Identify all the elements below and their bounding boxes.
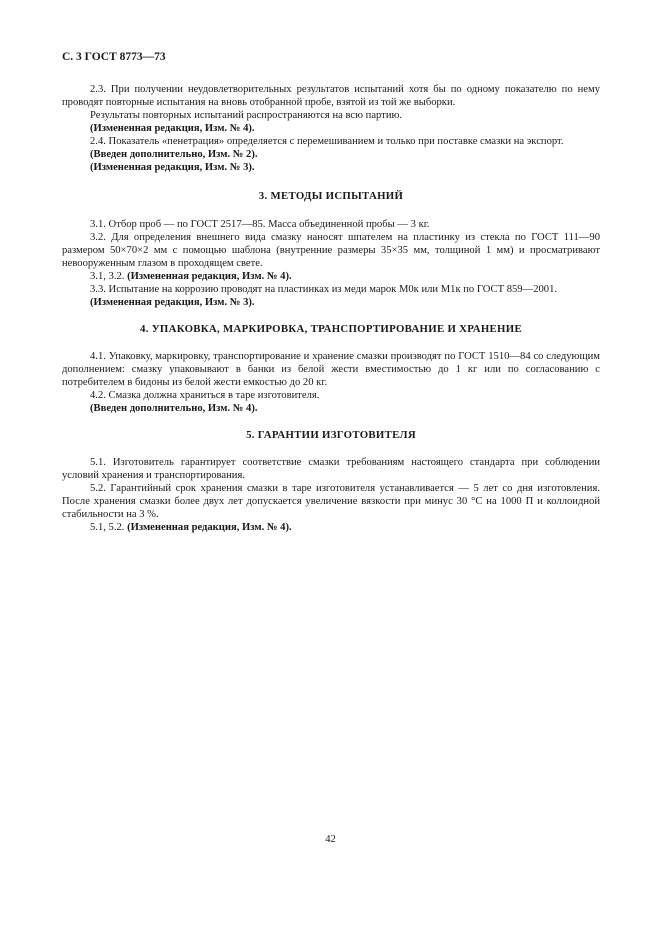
clause-5-2-text: 5.2. Гарантийный срок хранения смазки в таре изготовителя устанавливается — 5 лет со дня изготовления. После хранения смазки более двух лет допускается увеличение вязкости при минус 30 °С на 1000 П и коллоидной стабильности на 3 %. xyxy=(62,483,600,520)
amendment-note-3-3: (Измененная редакция, Изм. № 3). xyxy=(90,297,255,308)
section-5-heading: 5. ГАРАНТИИ ИЗГОТОВИТЕЛЯ xyxy=(246,429,416,441)
section-4-heading: 4. УПАКОВКА, МАРКИРОВКА, ТРАНСПОРТИРОВАНИЕ И ХРАНЕНИЕ xyxy=(140,323,522,335)
amendment-note-3-1-3-2 xyxy=(62,270,600,283)
note-clause-ref: 3.1, 3.2. xyxy=(90,271,125,282)
amendment-note-2-4-revised: (Измененная редакция, Изм. № 3). xyxy=(90,162,255,173)
amendment-note-2-3: (Измененная редакция, Изм. № 4). xyxy=(90,123,255,134)
clause-2-3-extra: Результаты повторных испытаний распространяются на всю партию. xyxy=(90,110,403,121)
clause-3-2-text: 3.2. Для определения внешнего вида смазку наносят шпателем на пластинку из стекла по ГОСТ 111—90 размером 50×70×2 мм с помощью шаблона (внутренние размеры 35×35 мм, толщиной 1 мм) и просматривают невооруженным глазом в проходящем свете. xyxy=(62,232,600,269)
clause-4-2-text: 4.2. Смазка должна храниться в таре изготовителя. xyxy=(90,390,320,401)
page-number: 42 xyxy=(325,834,336,845)
clause-5-1-text: 5.1. Изготовитель гарантирует соответствие смазки требованиям настоящего стандарта при соблюдении условий хранения и транспортирования. xyxy=(62,457,600,481)
clause-3-1-text: 3.1. Отбор проб — по ГОСТ 2517—85. Масса объединенной пробы — 3 кг. xyxy=(90,219,430,230)
section-3-heading: 3. МЕТОДЫ ИСПЫТАНИЙ xyxy=(258,190,404,202)
amendment-note-2-4-added: (Введен дополнительно, Изм. № 2). xyxy=(90,149,258,160)
amendment-note-5-1-5-2 xyxy=(62,521,600,534)
clause-3-3-text: 3.3. Испытание на коррозию проводят на пластинках из меди марок М0к или М1к по ГОСТ 859—2001. xyxy=(90,284,558,295)
note-clause-ref: 5.1, 5.2. xyxy=(90,522,125,533)
running-header: С. 3 ГОСТ 8773—73 xyxy=(62,51,166,63)
note-text: (Измененная редакция, Изм. № 4). xyxy=(127,522,292,533)
clause-4-1-text: 4.1. Упаковку, маркировку, транспортирование и хранение смазки производят по ГОСТ 1510—84 со следующим дополнением: смазку упаковывают в банки из белой жести вместимостью до 1 кг или по согласованию с потребителем в бидоны из белой жести емкостью до 20 кг. xyxy=(62,351,600,388)
clause-2-3-text: 2.3. При получении неудовлетворительных результатов испытаний хотя бы по одному показателю по нему проводят повторные испытания на вновь отобранной пробе, взятой из той же выборки. xyxy=(62,84,600,108)
clause-2-4-text: 2.4. Показатель «пенетрация» определяется с перемешиванием и только при поставке смазки на экспорт. xyxy=(90,136,564,147)
note-text: (Измененная редакция, Изм. № 4). xyxy=(127,271,292,282)
amendment-note-4-2: (Введен дополнительно, Изм. № 4). xyxy=(90,403,258,414)
document-page xyxy=(62,50,600,534)
